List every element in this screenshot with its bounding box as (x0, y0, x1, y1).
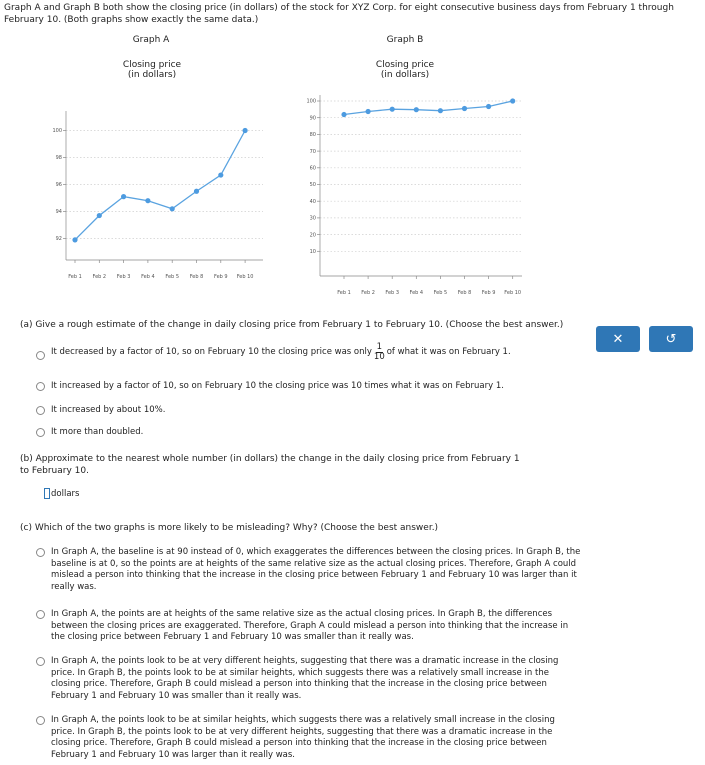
part-c-option-3[interactable]: In Graph A, the points look to be at very different heights, suggesting that there was a dramatic increase in the closing price. In Graph B, the points look to be at similar heights, which suggests there was a relatively small increase in the closing price. Therefore, Graph B could mislead a person into thinking that the increase in the closing price between February 1 and February 10 was smaller than it really was. (51, 656, 559, 701)
fraction-denominator: 10 (373, 352, 385, 362)
part-a-option-2[interactable]: It increased by a factor of 10, so on February 10 the closing price was 10 times what it was on February 1. (51, 381, 504, 391)
part-c-option-4[interactable]: In Graph A, the points look to be at similar heights, which suggests there was a relatively small increase in the closing price. In Graph B, the points look to be at very different heights, suggesting that there was a dramatic increase in the closing price. Therefore, Graph B could mislead a person into thinking that the increase in the closing price between February 1 and February 10 was larger than it really was. (51, 715, 555, 760)
part-a-option-1[interactable] (51, 343, 571, 362)
graph-b-ytick-label: 60 (309, 165, 316, 172)
graph-b-ytick-label: 70 (309, 148, 316, 155)
fraction-one-tenth (374, 343, 385, 362)
graph-a-xtick-label: Feb 10 (236, 274, 254, 280)
graph-b-data-point (510, 98, 515, 103)
graph-a-ytick-label: 94 (55, 209, 62, 216)
graph-b-data-point (390, 107, 395, 112)
graph-a-ytick-label: 92 (55, 236, 62, 243)
graph-b-xtick-label: Feb 9 (481, 290, 496, 296)
graph-b-xtick-label: Feb 10 (504, 290, 522, 296)
graph-b-ytick-label: 90 (309, 115, 316, 122)
graph-b-ytick-label: 100 (306, 98, 316, 105)
part-a-option-2-radio[interactable] (36, 382, 45, 391)
graph-b-xtick-label: Feb 8 (457, 290, 472, 296)
graph-b-xtick-label: Feb 2 (361, 290, 375, 296)
clear-button[interactable] (596, 326, 640, 352)
graph-b-data-point (341, 112, 346, 117)
graph-b-data-point (414, 107, 419, 112)
part-c-option-1[interactable]: In Graph A, the baseline is at 90 instead of 0, which exaggerates the differences between the closing prices. In Graph B, the baseline is at 0, so the points are at heights of the same relative size as the actual closing prices. Therefore, Graph A could mislead a person into thinking that the increase in the closing price between February 1 and February 10 was larger than it really was. (51, 547, 581, 592)
graph-b-data-point (486, 104, 491, 109)
part-b-answer-input[interactable] (44, 488, 50, 499)
graph-a-xtick-label: Feb 2 (92, 274, 107, 280)
close-icon: ✕ (612, 331, 624, 347)
graph-a-ylabel-line1: Closing price (122, 60, 182, 70)
undo-icon: ↺ (665, 331, 677, 347)
fraction-numerator: 1 (376, 342, 383, 352)
graph-b-xtick-label: Feb 3 (385, 290, 400, 296)
graph-b-data-point (438, 108, 443, 113)
graph-a-xtick-label: Feb 3 (116, 274, 131, 280)
part-c-option-3-radio[interactable] (36, 657, 45, 666)
graph-b-title: Graph B (386, 35, 424, 45)
part-c-option-2-radio[interactable] (36, 610, 45, 619)
graph-b-xtick-label: Feb 1 (337, 290, 351, 296)
part-a-option-4-radio[interactable] (36, 428, 45, 437)
graph-b-ytick-label: 50 (309, 182, 316, 189)
part-a-option-1-text-start: It decreased by a factor of 10, so on February 10 the closing price was only (51, 346, 372, 357)
undo-button[interactable] (649, 326, 693, 352)
part-b-question: (b) Approximate to the nearest whole number (in dollars) the change in the daily closing price from February 1 to February 10. (20, 454, 520, 476)
graph-b-chart (0, 0, 705, 320)
part-c-option-4-radio[interactable] (36, 716, 45, 725)
graph-b-ytick-label: 20 (309, 232, 316, 239)
graph-b-data-point (366, 109, 371, 114)
graph-b-xtick-label: Feb 4 (409, 290, 424, 296)
graph-b-ylabel-line1: Closing price (375, 60, 435, 70)
graph-b-ytick-label: 80 (309, 132, 316, 139)
part-a-option-1-radio[interactable] (36, 351, 45, 360)
graph-a-xtick-label: Feb 8 (189, 274, 204, 280)
graph-b-ytick-label: 30 (309, 215, 316, 222)
graph-a-title: Graph A (132, 35, 170, 45)
part-a-question: (a) Give a rough estimate of the change in daily closing price from February 1 to February 10. (Choose the best answer.) (20, 320, 564, 330)
part-a-option-4[interactable]: It more than doubled. (51, 427, 144, 437)
part-a-option-3-radio[interactable] (36, 406, 45, 415)
part-c-option-2[interactable]: In Graph A, the points are at heights of the same relative size as the actual closing prices. In Graph B, the differences between the closing prices are exaggerated. Therefore, Graph A could mislead a person into thinking that the increase in the closing price between February 1 and February 10 was smaller than it really was. (51, 609, 569, 642)
graph-b-xtick-label: Feb 5 (433, 290, 448, 296)
graph-a-xtick-label: Feb 9 (213, 274, 228, 280)
graph-b-ylabel-line2: (in dollars) (380, 70, 430, 80)
graph-a-xtick-label: Feb 1 (68, 274, 82, 280)
part-a-option-1-text-end: of what it was on February 1. (386, 346, 511, 357)
graph-a-xtick-label: Feb 4 (141, 274, 155, 280)
graph-a-ylabel-line2: (in dollars) (127, 70, 177, 80)
part-b-answer (44, 488, 244, 501)
graph-a-xtick-label: Feb 5 (165, 274, 180, 280)
part-b-unit: dollars (51, 489, 80, 499)
graph-a-ytick-label: 98 (55, 155, 62, 162)
part-c-option-1-radio[interactable] (36, 548, 45, 557)
graph-b-ytick-label: 40 (309, 198, 316, 205)
graph-b-ytick-label: 10 (309, 249, 316, 255)
part-c-question: (c) Which of the two graphs is more likely to be misleading? Why? (Choose the best answer.) (20, 523, 439, 533)
part-a-option-3[interactable]: It increased by about 10%. (51, 405, 166, 415)
graph-a-ytick-label: 96 (55, 182, 62, 189)
graph-b-data-point (462, 106, 467, 111)
graph-a-ytick-label: 100 (52, 128, 62, 135)
problem-intro: Graph A and Graph B both show the closing price (in dollars) of the stock for XYZ Corp. for eight consecutive business days from February 1 through February 10. (Both graphs show exactly the same data.) (4, 3, 674, 25)
